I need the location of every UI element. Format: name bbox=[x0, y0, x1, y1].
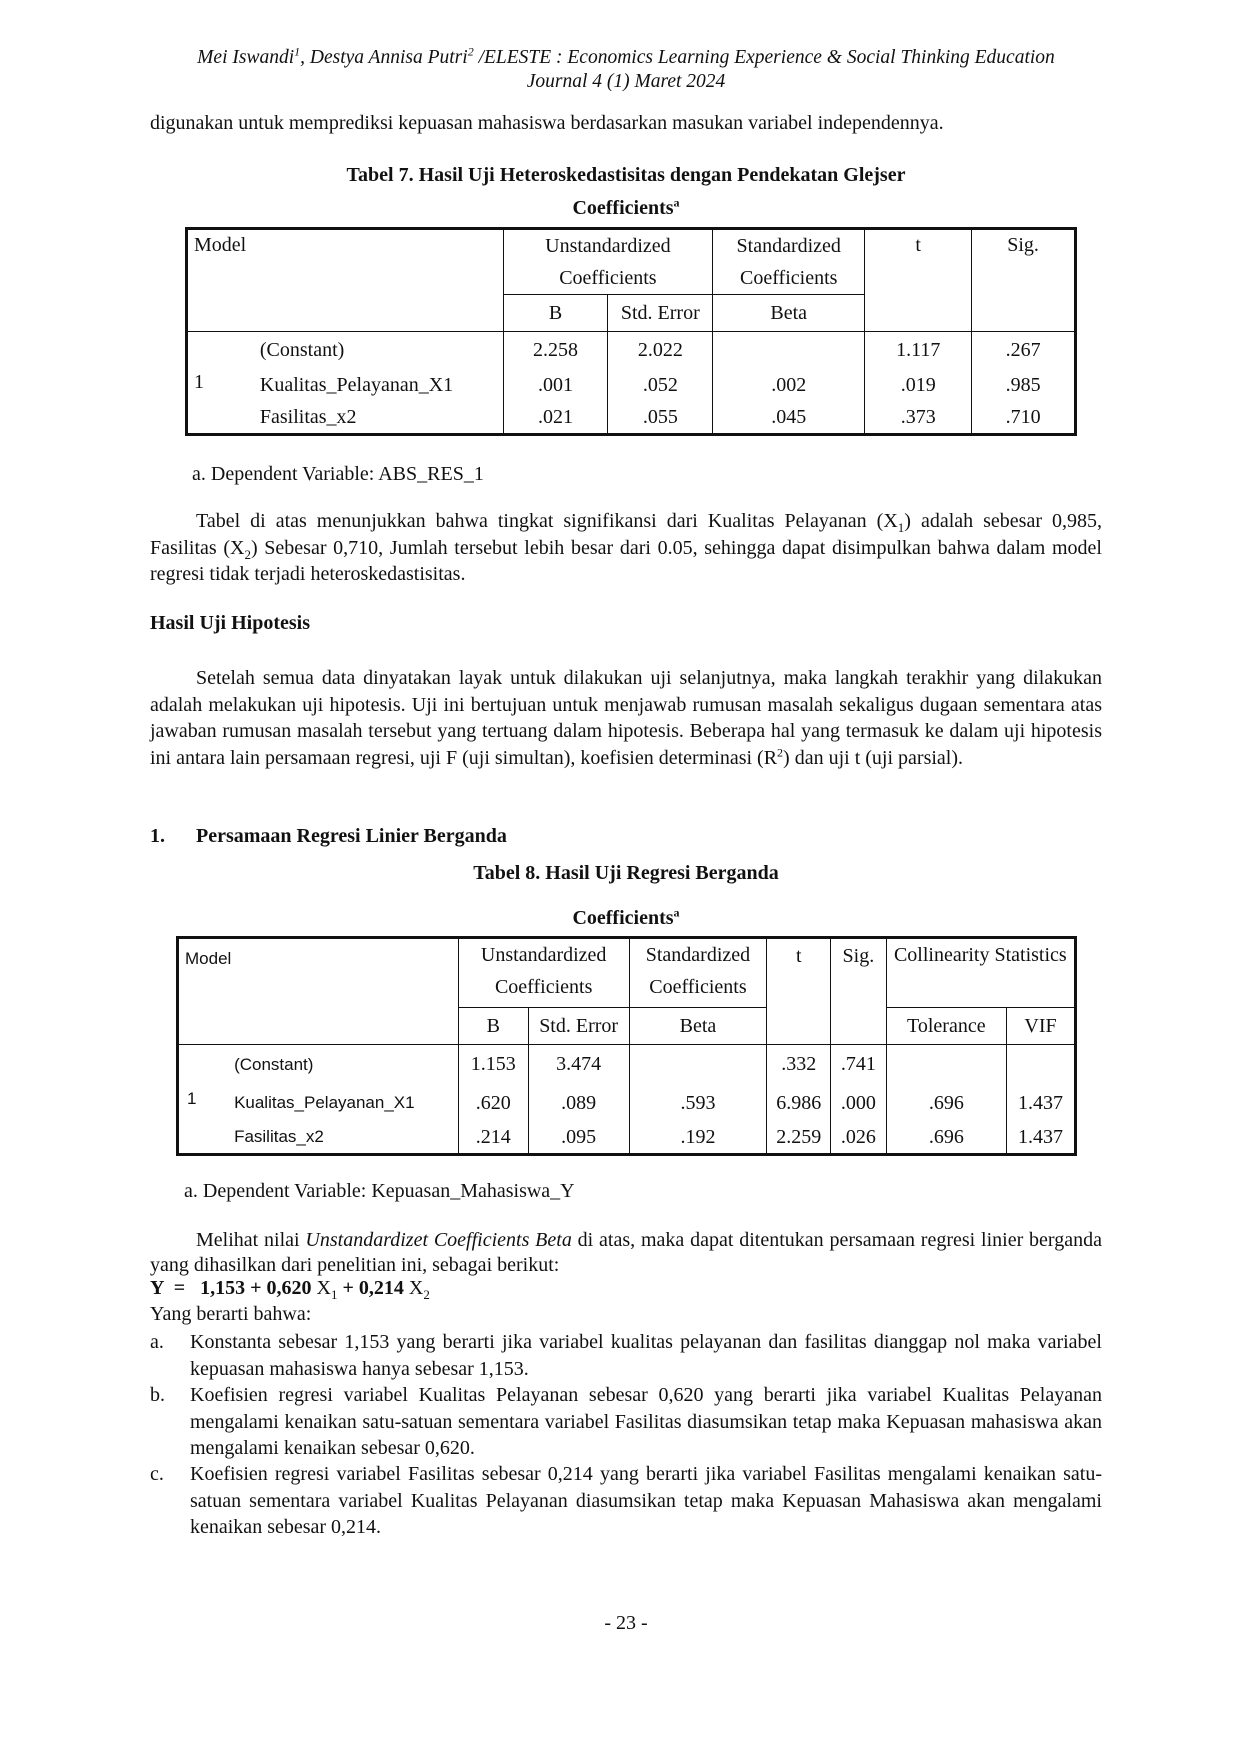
table7-footnote: a. Dependent Variable: ABS_RES_1 bbox=[192, 463, 484, 485]
list-letter: c. bbox=[150, 1463, 164, 1485]
table7-model-number: 1 bbox=[187, 332, 260, 435]
table-cell: .026 bbox=[831, 1122, 887, 1155]
table-cell: 2.258 bbox=[503, 332, 608, 369]
section-heading: Hasil Uji Hipotesis bbox=[150, 612, 311, 634]
table7-caption: Tabel 7. Hasil Uji Heteroskedastisitas dengan Pendekatan Glejser bbox=[346, 164, 906, 186]
table7-header-sig: Sig. bbox=[972, 229, 1076, 332]
table8-header-unstd: Unstandardized Coefficients bbox=[458, 938, 629, 1008]
table-cell: .214 bbox=[458, 1122, 528, 1155]
table-cell: .000 bbox=[831, 1085, 887, 1122]
subheading-regression: 1. Persamaan Regresi Linier Berganda bbox=[150, 825, 507, 847]
meaning-intro: Yang berarti bahwa: bbox=[150, 1303, 312, 1325]
table8-header-t: t bbox=[767, 938, 831, 1045]
table-cell: .741 bbox=[831, 1045, 887, 1085]
table-cell: 1.117 bbox=[865, 332, 972, 369]
table-cell: 3.474 bbox=[528, 1045, 629, 1085]
paragraph-hypothesis: Setelah semua data dinyatakan layak untuk dilakukan uji selanjutnya, maka langkah terakhir yang dilakukan adalah melakukan uji hipotesis. Uji ini bertujuan untuk menjawab rumusan masalah sekaligus dugaan sementara atas jawaban rumusan masalah tersebut yang tertuang dalam hipotesis. Beberapa hal yang termasuk ke dalam uji hipotesis ini antara lain persamaan regresi, uji F (uji simultan), koefisien determinasi $(R^2)$ dan uji t (uji parsial). bbox=[150, 667, 1102, 769]
table-cell: .002 bbox=[713, 369, 865, 402]
table7-header-std: Standardized Coefficients bbox=[713, 229, 865, 295]
table8-header-se: Std. Error bbox=[528, 1008, 629, 1045]
table7-subcaption: Coefficients$^a$ bbox=[572, 195, 680, 219]
table-cell: .052 bbox=[608, 369, 713, 402]
table-cell: .192 bbox=[629, 1122, 767, 1155]
table-cell: .710 bbox=[972, 402, 1076, 435]
table8-header-beta: Beta bbox=[629, 1008, 767, 1045]
table-cell: .696 bbox=[886, 1122, 1006, 1155]
table8-header-std: Standardized Coefficients bbox=[629, 938, 767, 1008]
list-text: Konstanta sebesar 1,153 yang berarti jika variabel kualitas pelayanan dan fasilitas dianggap nol maka variabel kepuasan mahasiswa hanya sebesar 1,153. bbox=[190, 1331, 1102, 1380]
table-cell: .021 bbox=[503, 402, 608, 435]
table8-header-b: B bbox=[458, 1008, 528, 1045]
table-cell: .019 bbox=[865, 369, 972, 402]
table8-model-number: 1 bbox=[178, 1045, 235, 1155]
table7-header-t: t bbox=[865, 229, 972, 332]
table8-header-model: Model bbox=[178, 938, 459, 1045]
table8-caption: Tabel 8. Hasil Uji Regresi Berganda bbox=[473, 862, 779, 884]
table-cell: .001 bbox=[503, 369, 608, 402]
table-cell: 2.022 bbox=[608, 332, 713, 369]
table-cell: .095 bbox=[528, 1122, 629, 1155]
table8 bbox=[176, 936, 1077, 1156]
list-letter: b. bbox=[150, 1384, 165, 1406]
table-cell: 6.986 bbox=[767, 1085, 831, 1122]
table-cell: .332 bbox=[767, 1045, 831, 1085]
table-cell: .089 bbox=[528, 1085, 629, 1122]
list-text: Koefisien regresi variabel Fasilitas sebesar 0,214 yang berarti jika variabel Fasilitas mengalami kenaikan satu-satuan sementara variabel Kualitas Pelayanan diasumsikan tetap maka Kepuasan Mahasiswa akan mengalami kenaikan sebesar 0,214. bbox=[190, 1463, 1102, 1538]
table-cell: .593 bbox=[629, 1085, 767, 1122]
table8-header-vif: VIF bbox=[1007, 1008, 1076, 1045]
table-row-label: Kualitas_Pelayanan_X1 bbox=[234, 1085, 458, 1122]
table8-header-sig: Sig. bbox=[831, 938, 887, 1045]
table-cell: .267 bbox=[972, 332, 1076, 369]
table-cell: .985 bbox=[972, 369, 1076, 402]
table7-header-unstd: Unstandardized Coefficients bbox=[503, 229, 713, 295]
table-cell: .696 bbox=[886, 1085, 1006, 1122]
table7-header-beta: Beta bbox=[713, 295, 865, 332]
table7-header-model: Model bbox=[187, 229, 504, 332]
table-row-label: (Constant) bbox=[234, 1045, 458, 1085]
table7-header-se: Std. Error bbox=[608, 295, 713, 332]
journal-page bbox=[150, 0, 1102, 1755]
table-cell: .055 bbox=[608, 402, 713, 435]
table-cell bbox=[886, 1045, 1006, 1085]
table-cell: .620 bbox=[458, 1085, 528, 1122]
table-row-label: Kualitas_Pelayanan_X1 bbox=[260, 369, 503, 402]
paragraph-heteroskedasticity: Tabel di atas menunjukkan bahwa tingkat signifikansi dari Kualitas Pelayanan $(X_1)$ adalah sebesar 0,985, Fasilitas $(X_2)$ Sebesar 0,710, Jumlah tersebut lebih besar dari 0.05, sehingga dapat disimpulkan bahwa dalam model regresi tidak terjadi heteroskedastisitas. bbox=[150, 510, 1102, 585]
table-cell: 1.153 bbox=[458, 1045, 528, 1085]
running-header-authors: Mei Iswandi$^1$, Destya Annisa Putri$^2$ /ELESTE : Economics Learning Experience & Social Thinking Education bbox=[197, 44, 1055, 68]
table-cell: 2.259 bbox=[767, 1122, 831, 1155]
paragraph-regression: Melihat nilai Unstandardizet Coefficients Beta di atas, maka dapat ditentukan persamaan regresi linier berganda yang dihasilkan dari penelitian ini, sebagai berikut: bbox=[150, 1229, 1102, 1276]
page-number: - 23 - bbox=[604, 1612, 648, 1634]
table-row-label: Fasilitas_x2 bbox=[234, 1122, 458, 1155]
table8-subcaption: Coefficients$^a$ bbox=[572, 905, 680, 929]
table-cell: 1.437 bbox=[1007, 1122, 1076, 1155]
table-row-label: (Constant) bbox=[260, 332, 503, 369]
table8-header-collinearity: Collinearity Statistics bbox=[886, 938, 1075, 1008]
intro-line: digunakan untuk memprediksi kepuasan mahasiswa berdasarkan masukan variabel independennya. bbox=[150, 112, 944, 134]
table-row-label: Fasilitas_x2 bbox=[260, 402, 503, 435]
table-cell: .373 bbox=[865, 402, 972, 435]
table8-header-tolerance: Tolerance bbox=[886, 1008, 1006, 1045]
running-header-journal: Journal 4 (1) Maret 2024 bbox=[526, 71, 726, 92]
list-letter: a. bbox=[150, 1331, 164, 1353]
table-cell bbox=[629, 1045, 767, 1085]
table8-footnote: a. Dependent Variable: Kepuasan_Mahasiswa_Y bbox=[184, 1180, 575, 1202]
table-cell: .045 bbox=[713, 402, 865, 435]
table-cell: 1.437 bbox=[1007, 1085, 1076, 1122]
regression-equation: Y = 1,153 + 0,620 $X_1 + 0,214$ $X_2$ bbox=[150, 1277, 430, 1302]
table7-header-b: B bbox=[503, 295, 608, 332]
table-cell bbox=[713, 332, 865, 369]
table7 bbox=[185, 227, 1077, 436]
table-cell bbox=[1007, 1045, 1076, 1085]
list-text: Koefisien regresi variabel Kualitas Pelayanan sebesar 0,620 yang berarti jika variabel Kualitas Pelayanan mengalami kenaikan satu-satuan sementara variabel Fasilitas diasumsikan tetap maka Kepuasan mahasiswa akan mengalami kenaikan sebesar 0,620. bbox=[190, 1384, 1102, 1459]
